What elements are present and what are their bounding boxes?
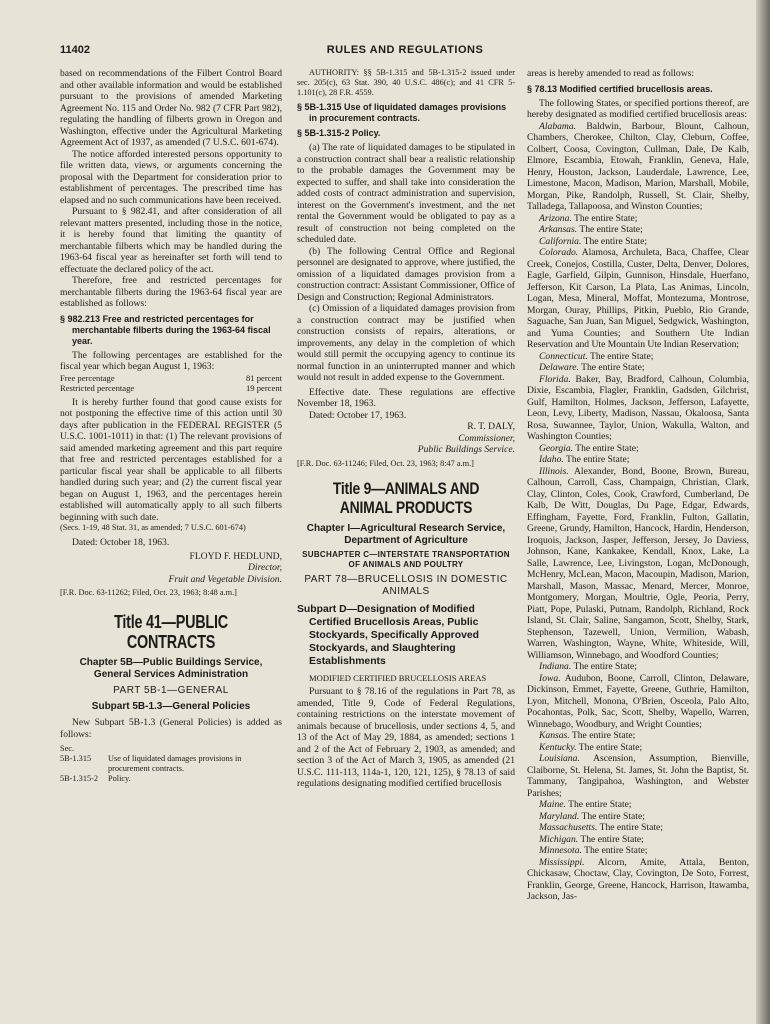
state-name: Minnesota. <box>539 845 582 856</box>
state-counties: Baldwin, Barbour, Blount, Calhoun, Chambers, Cherokee, Chilton, Clay, Cleburn, Coffee, Colbert, Coosa, Covington, Cullman, Dale, De Kalb, Elmore, Escambia, Etowah, Franklin, Geneva, Hale, Henry, Houston, Jackson, Lauderdale, Lawrence, Lee, Limestone, Macon, Madison, Marion, Marshall, Mobile, Morgan, Pike, Randolph, Russell, St. Clair, Shelby, Talladega, Tallapoosa, and Winston Counties; <box>527 120 749 212</box>
toc-row: 5B-1.315-2 Policy. <box>60 774 131 783</box>
state-name: Idaho. <box>539 454 564 465</box>
state-name: Kansas. <box>539 730 570 741</box>
caps-subheading: MODIFIED CERTIFIED BRUCELLOSIS AREAS <box>309 672 487 683</box>
state-counties: The entire State; <box>571 661 637 672</box>
signer-name: FLOYD F. HEDLUND, <box>189 550 282 562</box>
state-counties: The entire State; <box>581 235 648 247</box>
state-name: Louisiana. <box>539 753 580 764</box>
column-1 <box>60 68 282 784</box>
state-name: Arizona. <box>539 212 572 224</box>
state-entry <box>527 443 749 455</box>
dated-line: Dated: October 18, 1963. <box>72 537 170 548</box>
state-counties: The entire State; <box>587 350 654 362</box>
state-counties: Audubon, Boone, Carroll, Clinton, Delaware, Dickinson, Emmet, Fayette, Greene, Guthrie, Hamilton, Lyon, Mitchell, Monona, O'Brien, Osceola, Palo Alto, Pocahontas, Polk, Sac, Scott, Shelby, Wapello, Warren, Winnebago, Woodbury, and Wright Counties; <box>527 672 749 730</box>
state-counties: The entire State; <box>576 741 643 753</box>
state-name: Connecticut. <box>539 350 588 362</box>
state-name: Colorado. <box>539 247 579 258</box>
citation: (Secs. 1-19, 48 Stat. 31, as amended; 7 U.S.C. 601-674) <box>60 523 246 532</box>
toc-row: 5B-1.315 Use of liquidated damages provisions in procurement contracts. <box>60 754 242 773</box>
section-heading: § 982.213 Free and restricted percentages for merchantable filberts during the 1963-64 fiscal year. <box>60 313 271 346</box>
state-counties: Baker, Bay, Bradford, Calhoun, Columbia, Dixie, Escambia, Flagler, Franklin, Gadsden, Gilchrist, Gulf, Hamilton, Holmes, Jackson, Jefferson, Lafayette, Leon, Levy, Liberty, Madison, Nassau, Okaloosa, Santa Rosa, Suwannee, Taylor, Union, Wakulla, Walton, and Washington Counties; <box>527 373 749 442</box>
state-entry <box>527 834 749 846</box>
state-name: Alabama. <box>539 120 577 132</box>
chapter-heading: Chapter 5B—Public Buildings Service, General Services Administration <box>79 657 263 680</box>
authority-note: AUTHORITY: §§ 5B-1.315 and 5B-1.315-2 issued under sec. 205(c), 63 Stat. 390, 40 U.S.C. 486(c); and 41 CFR 5-1.101(c), 28 F.R. 4559. <box>297 68 515 97</box>
state-counties: The entire State; <box>581 845 648 856</box>
subchapter-heading: SUBCHAPTER C—INTERSTATE TRANSPORTATION OF ANIMALS AND POULTRY <box>302 549 510 569</box>
state-entry <box>527 213 749 225</box>
state-name: Indiana. <box>539 661 572 672</box>
state-name: Illinois. <box>539 465 569 477</box>
column-2 <box>297 68 515 790</box>
column-3 <box>527 68 749 903</box>
paragraph: The following percentages are established for the fiscal year which began August 1, 1963: <box>60 349 282 372</box>
state-counties: The entire State; <box>597 822 663 833</box>
state-entry <box>527 811 749 823</box>
state-name: Michigan. <box>539 833 579 845</box>
paragraph: (c) Omission of a liquidated damages provision from a construction contract may be justified when construction consists of repairs, alterations, or improvements, any delay in the completion of which would still permit the occupying agency to continue its normal function in an uninterrupted manner and which would not result in added expense to the Government. <box>297 303 515 383</box>
effective-date: Effective date. These regulations are effective November 18, 1963. <box>297 386 515 409</box>
paragraph: based on recommendations of the Filbert Control Board and other available information and would be established pursuant to the provisions of amended Marketing Agreement No. 115 and Order No. 982 (7 CFR Part 982), regulating the handling of filberts grown in Oregon and Washington, effective under the Agricultural Marketing Agreement Act of 1937, as amended (7 U.S.C. 601-674). <box>60 68 282 148</box>
state-counties: Alexander, Bond, Boone, Brown, Bureau, Calhoun, Carroll, Cass, Champaign, Christian, Clark, Clay, Clinton, Coles, Cook, Crawford, Cumberland, De Kalb, De Witt, Douglas, Du Page, Edgar, Edwards, Effingham, Fayette, Ford, Franklin, Fulton, Gallatin, Greene, Grundy, Hamilton, Hancock, Hardin, Henderson, Iroquois, Jackson, Jasper, Jefferson, Jersey, Jo Daviess, Johnson, Kane, Kankakee, Kendall, Knox, Lake, La Salle, Lawrence, Lee, Livingston, Logan, McDonough, McHenry, McLean, Macon, Macoupin, Madison, Marion, Marshall, Mason, Massac, Menard, Mercer, Monroe, Montgomery, Morgan, Moultrie, Ogle, Peoria, Perry, Piatt, Pope, Pulaski, Putnam, Randolph, Richland, Rock Island, St. Clair, Saline, Sangamon, Scott, Shelby, Stark, Stephenson, Tazewell, Union, Vermilion, Wabash, Warren, Washington, Wayne, White, Whiteside, Will, Williamson, Winnebago, and Woodford Counties; <box>527 465 749 661</box>
title-41-heading: Title 41—PUBLIC CONTRACTS <box>114 612 228 652</box>
part-heading: PART 5B-1—GENERAL <box>113 685 229 696</box>
state-name: Iowa. <box>539 672 561 684</box>
state-name: Florida. <box>539 373 571 385</box>
signer-division: Public Buildings Service. <box>417 444 515 455</box>
fr-doc-reference: [F.R. Doc. 63-11246; Filed, Oct. 23, 1963; 8:47 a.m.] <box>297 458 474 468</box>
page-edge-shadow <box>756 0 770 1024</box>
sec-label: Sec. <box>60 744 75 753</box>
paragraph: New Subpart 5B-1.3 (General Policies) is added as follows: <box>60 717 282 740</box>
chapter-heading: Chapter I—Agricultural Research Service, Department of Agriculture <box>306 522 506 546</box>
state-counties: The entire State; <box>563 454 630 465</box>
state-entry <box>527 236 749 248</box>
title-9-heading: Title 9—ANIMALS AND ANIMAL PRODUCTS <box>332 478 480 517</box>
state-counties: The entire State; <box>578 362 645 373</box>
state-entry <box>527 799 749 811</box>
state-entry <box>527 362 749 374</box>
state-counties: Alamosa, Archuleta, Baca, Chaffee, Clear Creek, Conejos, Costilla, Custer, Delta, Denver, Dolores, Eagle, Garfield, Gilpin, Gunnison, Hinsdale, Huerfano, Jefferson, Kit Carson, La Plata, Las Animas, Lincoln, Logan, Mesa, Mineral, Moffat, Montezuma, Montrose, Morgan, Ouray, Phillips, Pitkin, Pueblo, Rio Grande, Saguache, San Juan, San Miguel, Sedgwick, Washington, and Yuma Counties; and Southern Ute Indian Reservation and Ute Mountain Ute Indian Reservation; <box>527 247 749 350</box>
subpart-heading: Subpart 5B-1.3—General Policies <box>91 701 251 712</box>
state-entry <box>527 845 749 857</box>
state-counties: Alcorn, Amite, Attala, Benton, Chickasaw, Choctaw, Clay, Covington, De Soto, Forrest, Franklin, George, Greene, Hancock, Harrison, Itawamba, Jackson, Jas- <box>527 856 749 902</box>
state-entry <box>527 247 749 351</box>
state-entry <box>527 374 749 443</box>
state-counties: The entire State; <box>579 810 645 822</box>
paragraph: Pursuant to § 982.41, and after consideration of all relevant matters presented, including those in the notice, it is hereby found that limiting the quantity of merchantable filberts which may be handled during the 1963-64 fiscal year as hereinafter set forth will tend to effectuate the declared policy of the act. <box>60 206 282 275</box>
fr-doc-reference: [F.R. Doc. 63-11262; Filed, Oct. 23, 1963; 8:48 a.m.] <box>60 588 237 597</box>
paragraph: Pursuant to § 78.16 of the regulations in Part 78, as amended, Title 9, Code of Federal Regulations, containing restrictions on the interstate movement of animals because of brucellosis, under sections 4, 5, and 13 of the Act of May 29, 1884, as amended; sections 1 and 2 of the Act of February 2, 1903, as amended; and section 3 of the Act of March 3, 1905, as amended (21 U.S.C. 111-113, 114a-1, 120, 121, 125), § 78.13 of said regulations designating modified certified brucellosis <box>297 686 515 789</box>
paragraph: The notice afforded interested persons opportunity to file written data, views, or arguments concerning the proposal with the Department for consideration prior to establishment of percentages. The prescribed time has elapsed and no such communications have been received. <box>60 148 282 206</box>
dated-line: Dated: October 17, 1963. <box>309 409 407 421</box>
restricted-percentage-row: Restricted percentage 19 percent <box>60 383 282 393</box>
subpart-heading: Subpart D—Designation of Modified Certified Brucellosis Areas, Public Stockyards, Specifically Approved Stockyards, and Slaughtering Establishments <box>297 603 479 667</box>
signer-division: Fruit and Vegetable Division. <box>168 573 282 585</box>
section-heading: § 5B-1.315-2 Policy. <box>297 128 381 138</box>
state-name: Delaware. <box>539 362 579 373</box>
state-name: Mississippi. <box>539 856 585 868</box>
state-name: Maine. <box>539 799 566 810</box>
state-name: Maryland. <box>539 810 580 822</box>
signer-title: Commissioner, <box>458 432 515 444</box>
page-number: 11402 <box>60 44 90 56</box>
state-counties: The entire State; <box>571 212 638 224</box>
state-entry <box>527 673 749 731</box>
state-entry <box>527 454 749 466</box>
state-entry <box>527 857 749 903</box>
state-name: Massachusetts. <box>539 822 598 833</box>
state-list <box>527 121 749 903</box>
page-header <box>60 44 750 60</box>
paragraph: It is hereby further found that good cause exists for not postponing the effective time of this action until 30 days after publication in the FEDERAL REGISTER (5 U.S.C. 1001-1011) in that: (1) The relevant provisions of said amended marketing agreement and this part require that free and restricted percentages established for a particular fiscal year shall be applicable to all filberts handled during such year; and (2) the current fiscal year began on August 1, 1963, and the percentages herein established will automatically apply to all such filberts beginning with such date. <box>60 396 282 523</box>
free-percentage-row: Free percentage 81 percent <box>60 372 282 383</box>
state-name: California. <box>539 235 582 247</box>
signer-name: R. T. DALY, <box>467 421 515 432</box>
state-name: Arkansas. <box>539 224 578 235</box>
signer-title: Director, <box>247 562 282 573</box>
state-entry <box>527 351 749 363</box>
paragraph: Therefore, free and restricted percentages for merchantable filberts during the 1963-64 fiscal year are established as follows: <box>60 275 282 309</box>
state-name: Kentucky. <box>539 741 577 753</box>
state-entry <box>527 730 749 742</box>
section-heading: § 5B-1.315 Use of liquidated damages provisions in procurement contracts. <box>297 102 507 123</box>
paragraph: (a) The rate of liquidated damages to be stipulated in a construction contract shall bear a realistic relationship to the probable damages the Government may be expected to suffer, and shall take into consideration the added costs of contract administration and supervision, interest on the Government's investment, and the net rental the Government would be obligated to pay as a result of construction not being completed on the scheduled date. <box>297 142 515 245</box>
state-entry <box>527 224 749 236</box>
paragraph: (b) The following Central Office and Regional personnel are designated to approve, where justified, the omission of a liquidated damages provision from a construction contract: Assistant Commissioner, Office of Design and Construction; Regional Administrators. <box>297 245 515 303</box>
state-entry <box>527 753 749 799</box>
state-name: Georgia. <box>539 442 574 454</box>
state-entry <box>527 822 749 834</box>
state-counties: The entire State; <box>577 224 643 235</box>
state-entry <box>527 742 749 754</box>
state-counties: The entire State; <box>578 833 644 845</box>
state-counties: The entire State; <box>569 730 636 741</box>
state-entry <box>527 121 749 213</box>
state-entry <box>527 466 749 662</box>
state-counties: Ascension, Assumption, Bienville, Claiborne, St. Helena, St. James, St. John the Baptist, St. Tammany, Tangipahoa, Washington, and Webster Parishes; <box>527 753 749 799</box>
paragraph: areas is hereby amended to read as follows: <box>527 68 695 79</box>
state-counties: The entire State; <box>565 799 632 810</box>
part-heading: PART 78—BRUCELLOSIS IN DOMESTIC ANIMALS <box>304 573 508 597</box>
section-heading: § 78.13 Modified certified brucellosis areas. <box>527 83 713 94</box>
running-title: RULES AND REGULATIONS <box>326 44 484 56</box>
state-entry <box>527 661 749 673</box>
state-counties: The entire State; <box>573 442 639 454</box>
paragraph: The following States, or specified portions thereof, are hereby designated as modified certified brucellosis areas: <box>527 97 749 120</box>
